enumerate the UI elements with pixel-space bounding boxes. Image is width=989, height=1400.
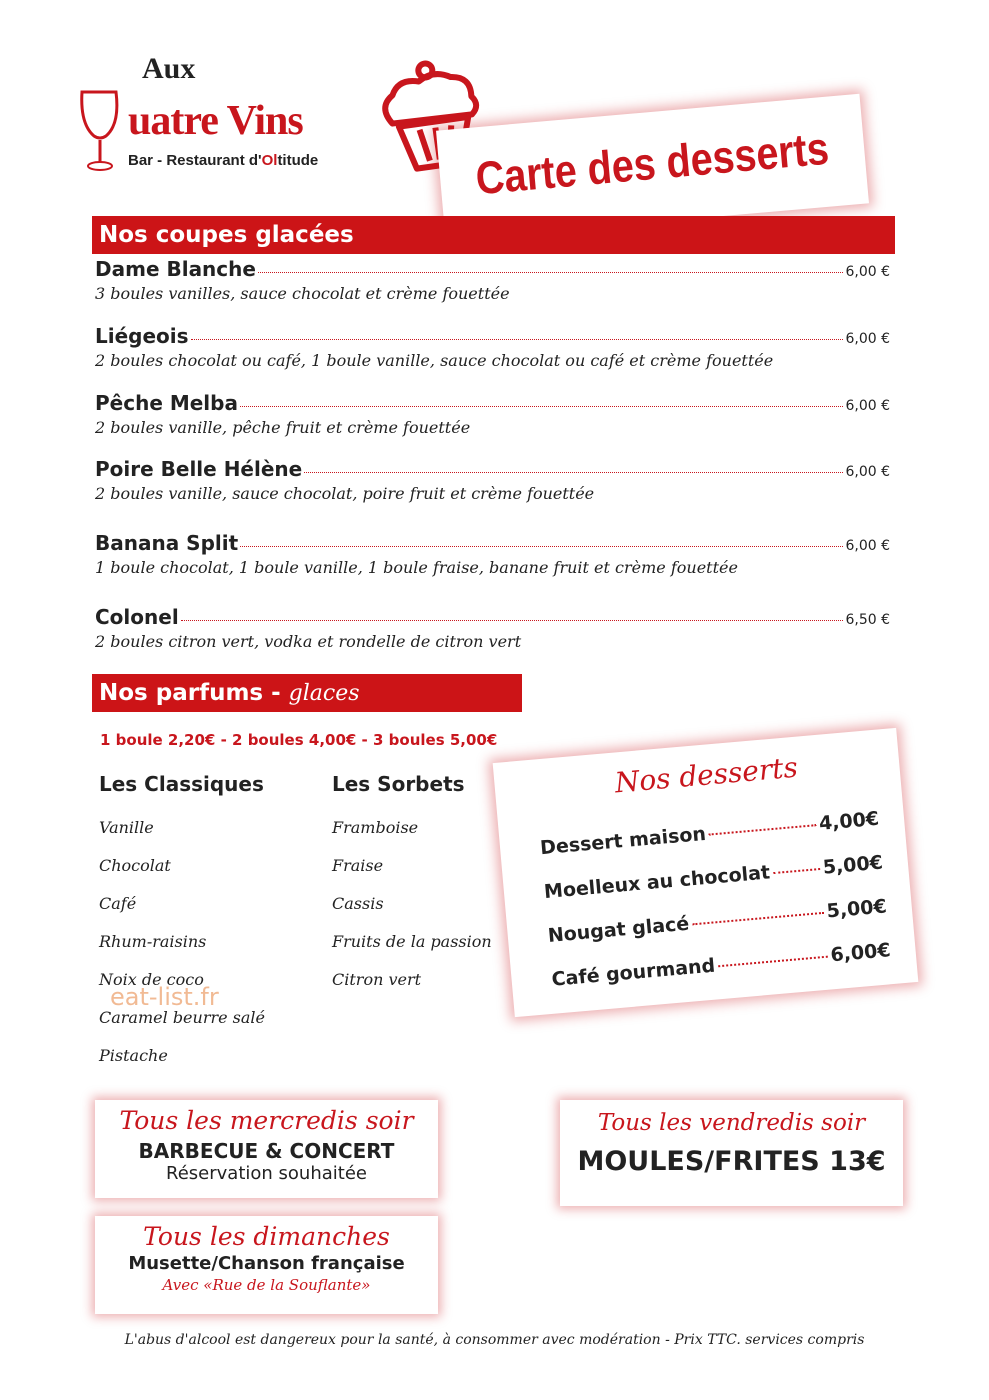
menu-item [95, 324, 890, 370]
leader-dots [191, 339, 844, 340]
legal-footer: L'abus d'alcool est dangereux pour la santé, à consommer avec modération - Prix TTC. services compris [124, 1332, 865, 1348]
dessert-price: 5,00€ [825, 895, 888, 923]
leader-dots [240, 546, 843, 547]
flavor-item: Citron vert [332, 970, 422, 989]
item-name: Dame Blanche [95, 257, 256, 281]
promo-line: Avec «Rue de la Souflante» [162, 1276, 371, 1294]
dessert-row [539, 808, 880, 860]
flavor-item: Fruits de la passion [332, 932, 492, 951]
promo-line: Musette/Chanson française [128, 1253, 405, 1274]
promo-heading: Tous les mercredis soir [119, 1106, 414, 1135]
flavor-item: Caramel beurre salé [99, 1008, 266, 1027]
wine-glass-icon [76, 84, 128, 214]
leader-dots [773, 868, 820, 874]
logo-aux: Aux [142, 52, 196, 85]
item-price: 6,00 € [845, 331, 890, 347]
dessert-price: 4,00€ [818, 807, 880, 835]
dessert-name: Dessert maison [539, 822, 707, 860]
item-description: 3 boules vanilles, sauce chocolat et crème fouettée [95, 284, 510, 303]
flavor-item: Chocolat [99, 856, 171, 875]
flavor-item: Framboise [332, 818, 419, 837]
classiques-heading: Les Classiques [99, 772, 264, 796]
dessert-price: 5,00€ [821, 851, 884, 879]
promo-wednesday [95, 1100, 438, 1198]
logo-name: uatre Vins [128, 98, 303, 144]
dessert-row [543, 852, 884, 904]
item-price: 6,00 € [845, 538, 890, 554]
leader-dots [718, 956, 828, 968]
logo-tagline: Bar - Restaurant d'Oltitude [128, 152, 319, 169]
menu-item [95, 391, 890, 437]
leader-dots [240, 406, 843, 407]
restaurant-logo [76, 52, 319, 182]
item-name: Liégeois [95, 324, 189, 348]
dessert-name: Nougat glacé [546, 912, 691, 947]
menu-item [95, 605, 890, 651]
leader-dots [258, 272, 844, 273]
menu-item [95, 457, 890, 503]
scoop-prices: 1 boule 2,20€ - 2 boules 4,00€ - 3 boules 5,00€ [100, 731, 498, 749]
promo-line: MOULES/FRITES 13€ [577, 1146, 886, 1177]
promo-line: BARBECUE & CONCERT [138, 1139, 395, 1163]
menu-item [95, 257, 890, 303]
item-name: Banana Split [95, 531, 239, 555]
section-title-coupes: Nos coupes glacées [99, 222, 354, 248]
dessert-name: Moelleux au chocolat [543, 861, 771, 904]
item-name: Poire Belle Hélène [95, 457, 303, 481]
section-bar-parfums [92, 674, 522, 712]
menu-item [95, 531, 890, 577]
item-price: 6,50 € [845, 612, 890, 628]
promo-line: Réservation souhaitée [166, 1163, 367, 1184]
dessert-row [547, 895, 888, 947]
desserts-card [493, 728, 919, 1017]
item-name: Colonel [95, 605, 179, 629]
flavor-item: Café [99, 894, 137, 913]
leader-dots [692, 912, 824, 926]
dessert-row [551, 939, 892, 991]
flavor-item: Noix de coco [99, 970, 204, 989]
item-price: 6,00 € [845, 464, 890, 480]
flavor-item: Pistache [99, 1046, 168, 1065]
item-price: 6,00 € [845, 398, 890, 414]
section-bar-coupes [92, 216, 895, 254]
promo-friday [560, 1100, 903, 1206]
promo-heading: Tous les vendredis soir [597, 1110, 866, 1136]
sorbets-heading: Les Sorbets [332, 772, 465, 796]
leader-dots [709, 824, 816, 835]
flavor-item: Cassis [332, 894, 384, 913]
dessert-price: 6,00€ [829, 939, 892, 967]
desserts-heading: Nos desserts [613, 750, 800, 800]
item-price: 6,00 € [845, 264, 890, 280]
leader-dots [181, 620, 844, 621]
watermark: eat-list.fr [110, 983, 219, 1011]
page-title: Carte des desserts [473, 121, 831, 205]
flavor-item: Vanille [99, 818, 154, 837]
item-name: Pêche Melba [95, 391, 238, 415]
item-description: 1 boule chocolat, 1 boule vanille, 1 boule fraise, banane fruit et crème fouettée [95, 558, 738, 577]
item-description: 2 boules citron vert, vodka et rondelle de citron vert [95, 632, 522, 651]
promo-sunday [95, 1216, 438, 1314]
flavor-item: Fraise [332, 856, 384, 875]
flavor-item: Rhum-raisins [99, 932, 207, 951]
leader-dots [304, 472, 843, 473]
item-description: 2 boules vanille, pêche fruit et crème fouettée [95, 418, 471, 437]
dessert-name: Café gourmand [550, 954, 716, 991]
item-description: 2 boules vanille, sauce chocolat, poire fruit et crème fouettée [95, 484, 595, 503]
item-description: 2 boules chocolat ou café, 1 boule vanille, sauce chocolat ou café et crème fouettée [95, 351, 774, 370]
section-title-parfums: Nos parfums - [99, 680, 289, 706]
section-subtitle-parfums: glaces [288, 681, 360, 706]
promo-heading: Tous les dimanches [143, 1222, 390, 1251]
